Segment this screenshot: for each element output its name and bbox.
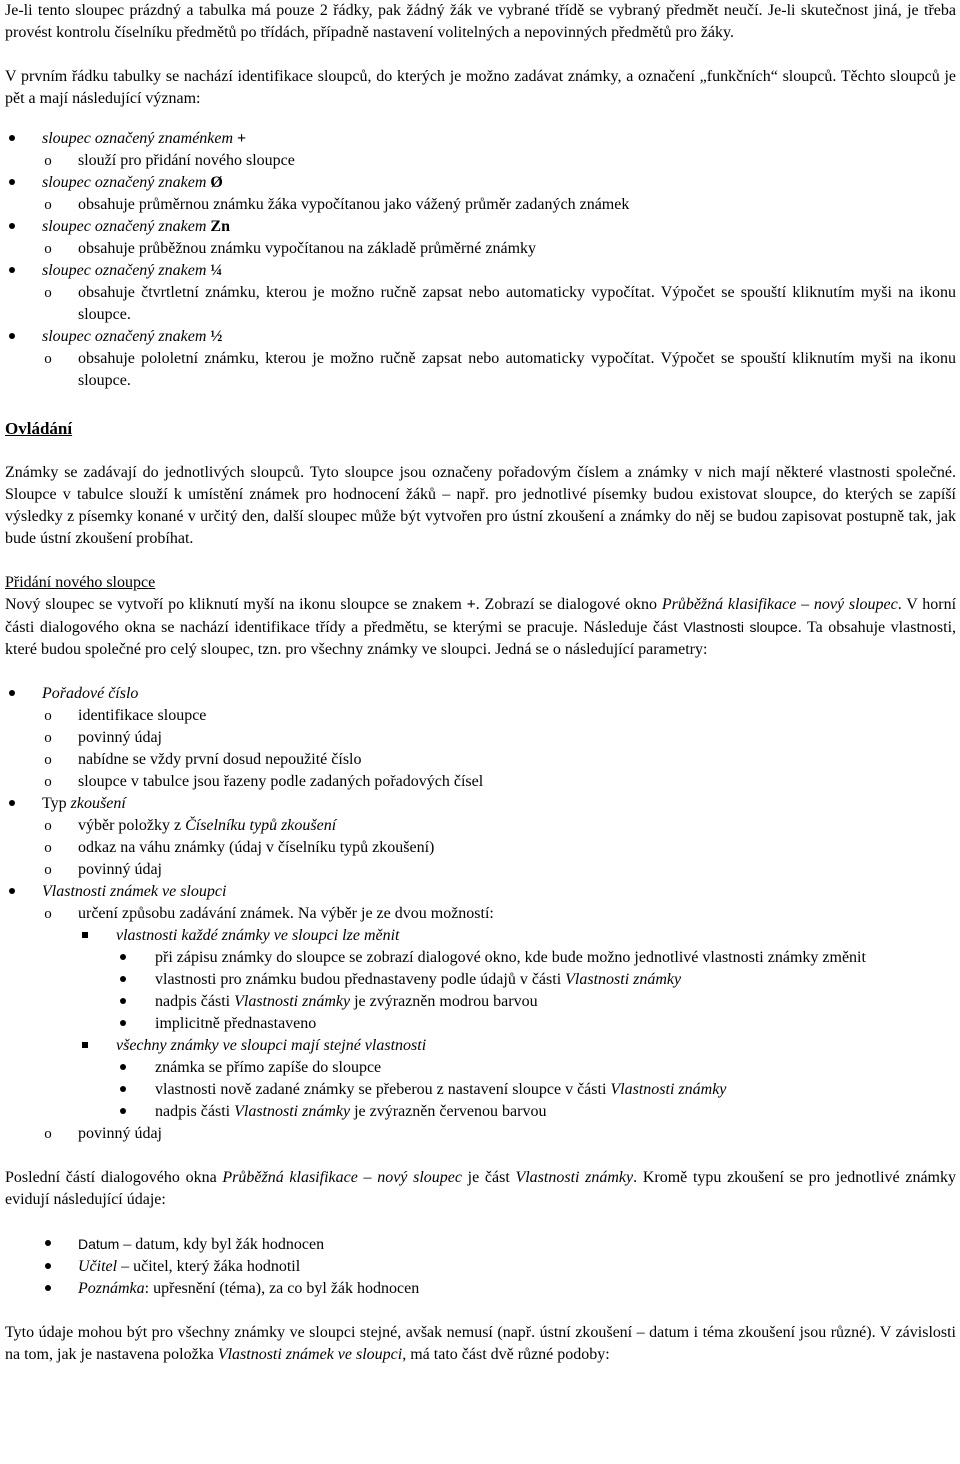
list-item: Učitel – učitel, který žáka hodnotil	[5, 1256, 956, 1278]
list-item: Typ zkoušení	[5, 793, 956, 815]
bullet-icon	[116, 947, 130, 969]
circle-bullet-icon: o	[44, 752, 52, 768]
circle-bullet-icon: o	[44, 285, 52, 301]
circle-bullet-icon: o	[44, 1126, 52, 1142]
list-item: sloupec označený znaménkem +	[5, 128, 956, 150]
parameter-list	[5, 683, 956, 1145]
list-item: Vlastnosti známek ve sloupci	[5, 881, 956, 903]
bullet-icon	[5, 793, 19, 815]
list-item: implicitně přednastaveno	[5, 1013, 956, 1035]
intro-paragraph: Je-li tento sloupec prázdný a tabulka má pouze 2 řádky, pak žádný žák ve vybrané třídě se vybraný předmět neučí. Je-li skutečnost jiná, je třeba provést kontrolu číselníku předmětů po třídách, případně nastavení volitelných a nepovinných předmětů pro žáky.	[5, 2, 956, 41]
bullet-icon	[116, 1079, 130, 1101]
list-item: o obsahuje průběžnou známku vypočítanou na základě průměrné známky	[5, 238, 956, 260]
list-item: sloupec označený znakem Ø	[5, 172, 956, 194]
list-item: o obsahuje pololetní známku, kterou je možno ručně zapsat nebo automaticky vypočítat. Výpočet se spouští kliknutím myši na ikonu sloupce.	[5, 348, 956, 392]
bullet-icon	[41, 1278, 55, 1300]
bullet-icon	[41, 1256, 55, 1278]
bullet-icon	[116, 969, 130, 991]
bullet-icon	[5, 216, 19, 238]
list-item: známka se přímo zapíše do sloupce	[5, 1057, 956, 1079]
list-item: o odkaz na váhu známky (údaj v číselníku typů zkoušení)	[5, 837, 956, 859]
list-item: o identifikace sloupce	[5, 705, 956, 727]
bullet-icon	[5, 260, 19, 282]
circle-bullet-icon: o	[44, 774, 52, 790]
bullet-icon	[41, 1233, 55, 1255]
list-item: o obsahuje průměrnou známku žáka vypočítanou jako vážený průměr zadaných známek	[5, 194, 956, 216]
list-item: o sloupce v tabulce jsou řazeny podle zadaných pořadových čísel	[5, 771, 956, 793]
bullet-icon	[5, 172, 19, 194]
list-item: sloupec označený znakem ¼	[5, 260, 956, 282]
list-item: nadpis části Vlastnosti známky je zvýrazněn červenou barvou	[5, 1101, 956, 1123]
square-bullet-icon	[78, 1035, 92, 1057]
bullet-icon	[5, 326, 19, 348]
list-item: o výběr položky z Číselníku typů zkoušení	[5, 815, 956, 837]
list-item: sloupec označený znakem ½	[5, 326, 956, 348]
list-item: nadpis části Vlastnosti známky je zvýrazněn modrou barvou	[5, 991, 956, 1013]
bullet-icon	[5, 881, 19, 903]
circle-bullet-icon: o	[44, 708, 52, 724]
list-item: Pořadové číslo	[5, 683, 956, 705]
list-item: o povinný údaj	[5, 727, 956, 749]
controls-paragraph: Známky se zadávají do jednotlivých sloupců. Tyto sloupce jsou označeny pořadovým číslem a známky v nich mají některé vlastnosti společné. Sloupce v tabulce slouží k umístění známek pro hodnocení žáků – např. pro jednotlivé písemky budou existovat sloupce, do kterých se zapíší výsledky z písemky konané v určitý den, další sloupec může být vytvořen pro ústní zkoušení a známky do něj se budou zapisovat postupně tak, jak bude ústní zkoušení probíhat.	[5, 464, 956, 547]
bullet-icon	[116, 1057, 130, 1079]
bullet-icon	[116, 991, 130, 1013]
list-item: vlastnosti pro známku budou přednastaveny podle údajů v části Vlastnosti známky	[5, 969, 956, 991]
columns-intro-paragraph: V prvním řádku tabulky se nachází identifikace sloupců, do kterých je možno zadávat známky, a označení „funkčních“ sloupců. Těchto sloupců je pět a mají následující význam:	[5, 68, 956, 107]
new-column-paragraph: Nový sloupec se vytvoří po kliknutí myší na ikonu sloupce se znakem +. Zobrazí se dialogové okno Průběžná klasifikace – nový sloupec. V horní části dialogového okna se nachází identifikace třídy a předmětu, se kterými se pracuje. Následuje část Vlastnosti sloupce. Ta obsahuje vlastnosti, které budou společné pro celý sloupec, tzn. pro všechny známky ve sloupci. Jedná se o následující parametry:	[5, 596, 957, 658]
circle-bullet-icon: o	[44, 840, 52, 856]
subsection-heading: Přidání nového sloupce	[5, 574, 156, 591]
list-item: při zápisu známky do sloupce se zobrazí dialogové okno, kde bude možno jednotlivé vlastnosti známky změnit	[5, 947, 956, 969]
list-item: Poznámka: upřesnění (téma), za co byl žák hodnocen	[5, 1278, 956, 1300]
circle-bullet-icon: o	[44, 351, 52, 367]
list-item: sloupec označený znakem Zn	[5, 216, 956, 238]
circle-bullet-icon: o	[44, 906, 52, 922]
list-item: Datum – datum, kdy byl žák hodnocen	[5, 1233, 956, 1256]
list-item: o nabídne se vždy první dosud nepoužité číslo	[5, 749, 956, 771]
list-item: o slouží pro přidání nového sloupce	[5, 150, 956, 172]
circle-bullet-icon: o	[44, 197, 52, 213]
closing-paragraph: Tyto údaje mohou být pro všechny známky ve sloupci stejné, avšak nemusí (např. ústní zkoušení – datum i téma zkoušení jsou různé). V závislosti na tom, jak je nastavena položka Vlastnosti známek ve sloupci, má tato část dvě různé podoby:	[5, 1324, 956, 1363]
square-bullet-icon	[78, 925, 92, 947]
list-item: o obsahuje čtvrtletní známku, kterou je možno ručně zapsat nebo automaticky vypočítat. Výpočet se spouští kliknutím myši na ikonu sloupce.	[5, 282, 956, 326]
bullet-icon	[116, 1101, 130, 1123]
column-list	[5, 128, 956, 392]
circle-bullet-icon: o	[44, 730, 52, 746]
list-item: o povinný údaj	[5, 1123, 956, 1145]
circle-bullet-icon: o	[44, 153, 52, 169]
section-heading: Ovládání	[5, 419, 73, 438]
list-item: o určení způsobu zadávání známek. Na výběr je ze dvou možností:	[5, 903, 956, 925]
bullet-icon	[5, 683, 19, 705]
list-item: všechny známky ve sloupci mají stejné vlastnosti	[5, 1035, 956, 1057]
circle-bullet-icon: o	[44, 862, 52, 878]
bullet-icon	[5, 128, 19, 150]
list-item: vlastnosti nově zadané známky se přeberou z nastavení sloupce v části Vlastnosti známky	[5, 1079, 956, 1101]
circle-bullet-icon: o	[44, 241, 52, 257]
bullet-icon	[116, 1013, 130, 1035]
field-list	[5, 1233, 956, 1300]
circle-bullet-icon: o	[44, 818, 52, 834]
grade-properties-paragraph: Poslední částí dialogového okna Průběžná klasifikace – nový sloupec je část Vlastnosti známky. Kromě typu zkoušení se pro jednotlivé známky evidují následující údaje:	[5, 1169, 956, 1208]
list-item: o povinný údaj	[5, 859, 956, 881]
list-item: vlastnosti každé známky ve sloupci lze měnit	[5, 925, 956, 947]
